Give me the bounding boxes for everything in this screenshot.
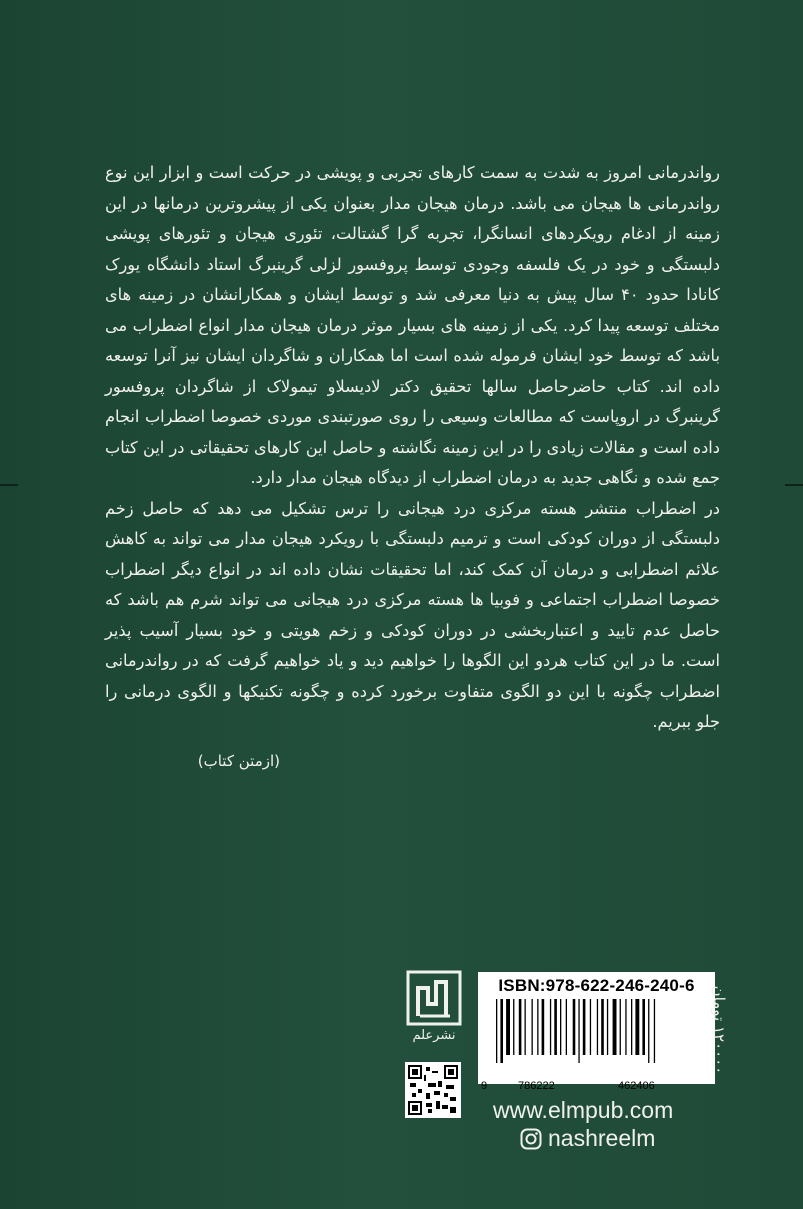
barcode-bar — [642, 999, 645, 1055]
barcode-bar — [590, 999, 591, 1055]
barcode-digit-lead: 9 — [481, 1080, 488, 1092]
isbn-label: ISBN:978-622-246-240-6 — [498, 976, 695, 995]
barcode-bar — [635, 999, 639, 1055]
barcode-bar — [496, 999, 497, 1063]
isbn-barcode — [478, 972, 715, 1092]
qr-pattern — [408, 1065, 458, 1115]
barcode-bar — [513, 999, 514, 1055]
qr-code-icon — [405, 1062, 461, 1118]
barcode-bar — [573, 999, 576, 1055]
barcode-bar — [550, 999, 551, 1055]
barcode-bar — [519, 999, 522, 1055]
barcode-bar — [525, 999, 526, 1055]
barcode-bar — [607, 999, 608, 1055]
edge-mark — [785, 484, 803, 486]
barcode-bars — [486, 999, 707, 1063]
barcode-bar — [583, 999, 586, 1055]
barcode-bar — [648, 999, 649, 1063]
barcode-bar — [654, 999, 655, 1063]
blurb-text — [105, 158, 720, 776]
instagram-handle-text: nashreelm — [548, 1125, 656, 1151]
price-label: ۱۲۰۰۰۰ تومان — [710, 985, 728, 1075]
barcode-bar — [625, 999, 626, 1055]
blurb-source: (ازمتن کتاب) — [197, 751, 280, 770]
barcode-bar — [537, 999, 538, 1055]
blurb-paragraph: در اضطراب منتشر هسته مرکزی درد هیجانی را ترس تشکیل می دهد که حاصل زخم دلبستگی از دوران کودکی است و ترمیم دلبستگی با رویکرد هیجان مدار می تواند به کاهش علائم اضطرابی و درمان آن کمک کند، اما تحقیقات نشان داده اند در انواع دیگر اضطراب خصوصا اضطراب اجتماعی و فوبیا ها هسته مرکزی درد هیجانی می تواند شرم هم باشد که حاصل عدم تایید و اعتباربخشی در دوران کودکی و زخم هویتی و خود بسیار آسیب پذیر است. ما در این کتاب هردو این الگوها را خواهیم دید و یاد خواهیم گرفت که در رواندرمانی اضطراب چگونه با این دو الگوی متفاوت برخورد کرده و چگونه تکنیکها و الگوی درمانی را جلو ببریم. — [105, 498, 720, 731]
barcode-digit-group: 462406 — [618, 1080, 655, 1092]
barcode-bar — [500, 999, 503, 1063]
publisher-name: نشرعلم — [412, 1028, 456, 1043]
barcode-bar — [578, 999, 579, 1063]
barcode-bar — [532, 999, 533, 1055]
website-link[interactable]: www.elmpub.com — [493, 1097, 674, 1123]
barcode-bar — [601, 999, 604, 1055]
publisher-logo — [400, 970, 468, 1046]
instagram-icon — [520, 1128, 542, 1150]
barcode-bar — [597, 999, 598, 1055]
barcode-bar — [560, 999, 561, 1055]
barcode-bar — [506, 999, 510, 1055]
barcode-digit-group: 786222 — [518, 1080, 555, 1092]
barcode-bar — [554, 999, 557, 1055]
barcode-bar — [613, 999, 617, 1055]
blurb-paragraph: رواندرمانی امروز به شدت به سمت کارهای تجربی و پویشی در حرکت است و ابزار این نوع رواندرمانی ها هیجان می باشد. درمان هیجان مدار بعنوان یکی از پیشروترین درمانها در این زمینه از ادغام رویکردهای انسانگرا، تجربه گرا گشتالت، تئوری هیجان و تئورهای پویشی دلبستگی و خود در یک فلسفه وجودی توسط پروفسور لزلی گرینبرگ استاد دانشگاه یورک کانادا حدود ۴۰ سال پیش به دنیا معرفی شد و توسط ایشان و همکارانشان در زمینه های مختلف توسعه پیدا کرد. یکی از زمینه های بسیار موثر درمان هیجان مدار انواع اضطراب می باشد که توسط خود ایشان فرموله شده است اما همکاران و شاگردان ایشان نیز آنرا توسعه داده اند. کتاب حاضرحاصل سالها تحقیق دکتر لادیسلاو تیمولاک از شاگردان پروفسور گرینبرگ در اروپاست که مطالعات وسیعی را روی صورتبندی موردی خصوصا اضطراب انجام داده است و مقالات زیادی را در این زمینه نگاشته و حاصل این کارهای تحقیقاتی در این کتاب جمع شده و نگاهی جدید به درمان اضطراب از دیدگاه هیجان مدار دارد. — [105, 163, 720, 487]
instagram-handle[interactable] — [520, 1125, 655, 1152]
edge-mark — [0, 484, 18, 486]
barcode-bar — [566, 999, 567, 1055]
barcode-bar — [631, 999, 632, 1055]
barcode-bar — [542, 999, 545, 1055]
barcode-bar — [620, 999, 621, 1055]
publisher-logo-icon — [406, 970, 462, 1026]
